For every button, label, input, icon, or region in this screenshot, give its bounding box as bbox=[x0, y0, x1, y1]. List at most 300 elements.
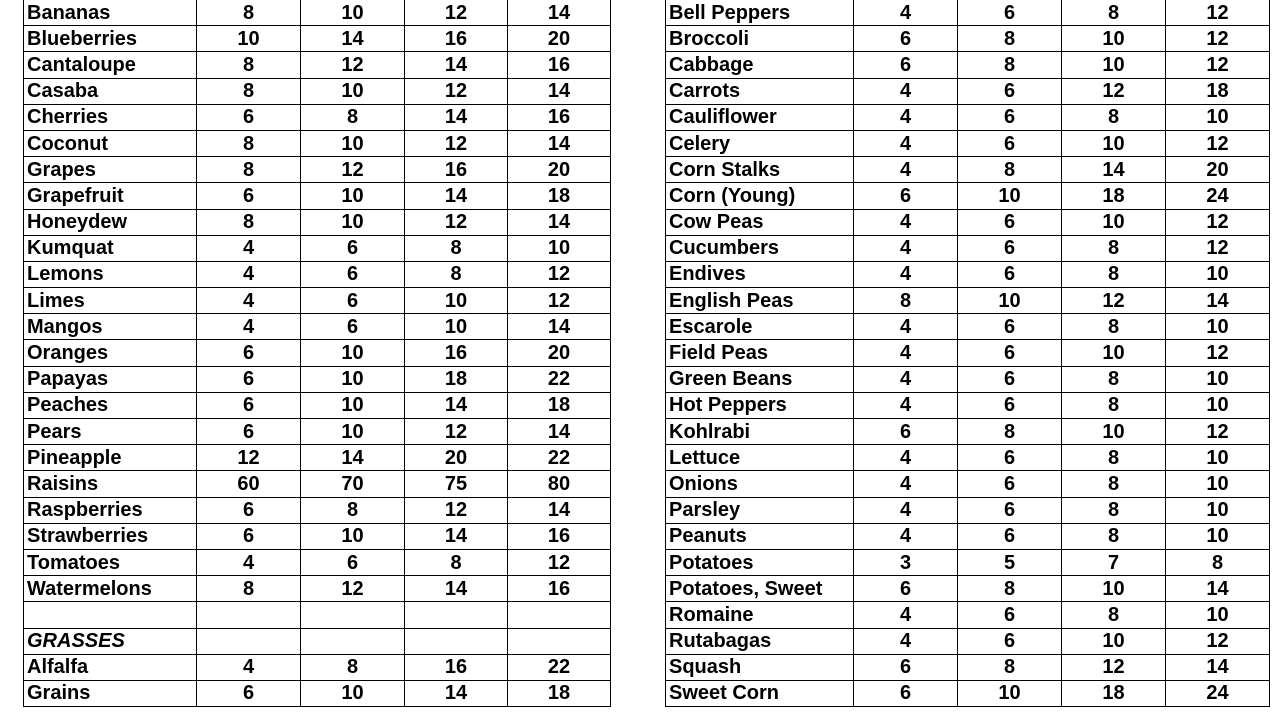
item-name-cell: Cherries bbox=[24, 104, 197, 130]
value-cell: 8 bbox=[1062, 602, 1166, 628]
value-cell: 20 bbox=[1166, 157, 1270, 183]
value-cell: 20 bbox=[508, 157, 611, 183]
value-cell: 12 bbox=[1166, 26, 1270, 52]
value-cell: 10 bbox=[301, 523, 405, 549]
table-row bbox=[666, 680, 1270, 706]
item-name-cell: Blueberries bbox=[24, 26, 197, 52]
value-cell: 6 bbox=[958, 104, 1062, 130]
value-cell: 8 bbox=[301, 497, 405, 523]
value-cell: 6 bbox=[197, 680, 301, 706]
value-cell: 18 bbox=[508, 183, 611, 209]
value-cell: 6 bbox=[854, 52, 958, 78]
value-cell: 8 bbox=[1062, 445, 1166, 471]
item-name-cell: Rutabagas bbox=[666, 628, 854, 654]
value-cell: 4 bbox=[197, 261, 301, 287]
value-cell: 6 bbox=[301, 235, 405, 261]
value-cell: 4 bbox=[197, 549, 301, 575]
table-row bbox=[24, 419, 611, 445]
value-cell: 6 bbox=[301, 549, 405, 575]
value-cell bbox=[197, 602, 301, 628]
value-cell: 6 bbox=[958, 340, 1062, 366]
value-cell: 6 bbox=[197, 340, 301, 366]
value-cell: 10 bbox=[508, 235, 611, 261]
value-cell: 8 bbox=[301, 654, 405, 680]
item-name-cell: Cabbage bbox=[666, 52, 854, 78]
value-cell: 12 bbox=[197, 445, 301, 471]
value-cell: 10 bbox=[405, 314, 508, 340]
value-cell: 6 bbox=[854, 26, 958, 52]
table-row bbox=[24, 366, 611, 392]
value-cell: 10 bbox=[1166, 314, 1270, 340]
table-row bbox=[666, 445, 1270, 471]
value-cell: 8 bbox=[405, 549, 508, 575]
value-cell: 6 bbox=[854, 654, 958, 680]
table-row bbox=[24, 183, 611, 209]
value-cell: 10 bbox=[1062, 340, 1166, 366]
value-cell: 10 bbox=[1166, 602, 1270, 628]
table-row bbox=[24, 0, 611, 26]
value-cell: 16 bbox=[508, 523, 611, 549]
table-row bbox=[666, 366, 1270, 392]
value-cell: 6 bbox=[958, 392, 1062, 418]
value-cell: 14 bbox=[405, 523, 508, 549]
value-cell: 7 bbox=[1062, 549, 1166, 575]
value-cell: 5 bbox=[958, 549, 1062, 575]
value-cell: 16 bbox=[508, 104, 611, 130]
value-cell: 18 bbox=[1062, 183, 1166, 209]
item-name-cell: Lettuce bbox=[666, 445, 854, 471]
value-cell: 6 bbox=[301, 261, 405, 287]
table-row bbox=[666, 130, 1270, 156]
item-name-cell: Celery bbox=[666, 130, 854, 156]
value-cell: 12 bbox=[508, 549, 611, 575]
table-row bbox=[666, 654, 1270, 680]
value-cell: 16 bbox=[405, 26, 508, 52]
value-cell: 4 bbox=[854, 471, 958, 497]
value-cell: 12 bbox=[405, 0, 508, 26]
value-cell: 12 bbox=[1166, 52, 1270, 78]
value-cell: 80 bbox=[508, 471, 611, 497]
value-cell: 12 bbox=[508, 261, 611, 287]
value-cell: 12 bbox=[301, 52, 405, 78]
table-row bbox=[666, 497, 1270, 523]
item-name-cell: Cucumbers bbox=[666, 235, 854, 261]
value-cell: 6 bbox=[958, 602, 1062, 628]
value-cell: 8 bbox=[854, 288, 958, 314]
value-cell: 8 bbox=[958, 157, 1062, 183]
item-name-cell: Cauliflower bbox=[666, 104, 854, 130]
item-name-cell: Escarole bbox=[666, 314, 854, 340]
value-cell: 8 bbox=[301, 104, 405, 130]
item-name-cell: Alfalfa bbox=[24, 654, 197, 680]
value-cell: 22 bbox=[508, 445, 611, 471]
value-cell: 10 bbox=[301, 419, 405, 445]
value-cell: 6 bbox=[958, 366, 1062, 392]
value-cell: 10 bbox=[1062, 52, 1166, 78]
value-cell: 6 bbox=[958, 314, 1062, 340]
item-name-cell: Squash bbox=[666, 654, 854, 680]
value-cell: 14 bbox=[405, 183, 508, 209]
value-cell: 4 bbox=[854, 78, 958, 104]
value-cell: 4 bbox=[854, 0, 958, 26]
value-cell: 8 bbox=[1062, 471, 1166, 497]
table-row bbox=[666, 576, 1270, 602]
table-row bbox=[666, 0, 1270, 26]
value-cell: 12 bbox=[405, 419, 508, 445]
value-cell: 75 bbox=[405, 471, 508, 497]
value-cell: 6 bbox=[854, 183, 958, 209]
value-cell: 4 bbox=[854, 209, 958, 235]
value-cell: 8 bbox=[1062, 104, 1166, 130]
item-name-cell: Raspberries bbox=[24, 497, 197, 523]
value-cell: 8 bbox=[1062, 523, 1166, 549]
item-name-cell: Field Peas bbox=[666, 340, 854, 366]
value-cell: 6 bbox=[958, 78, 1062, 104]
item-name-cell: Strawberries bbox=[24, 523, 197, 549]
value-cell: 10 bbox=[301, 340, 405, 366]
value-cell: 6 bbox=[197, 104, 301, 130]
value-cell: 10 bbox=[958, 288, 1062, 314]
value-cell: 6 bbox=[854, 419, 958, 445]
value-cell: 22 bbox=[508, 366, 611, 392]
value-cell: 6 bbox=[301, 314, 405, 340]
value-cell: 8 bbox=[958, 576, 1062, 602]
item-name-cell: Grains bbox=[24, 680, 197, 706]
value-cell: 8 bbox=[958, 419, 1062, 445]
value-cell: 14 bbox=[1166, 576, 1270, 602]
table-row bbox=[666, 523, 1270, 549]
value-cell: 10 bbox=[197, 26, 301, 52]
vegetables-table-body bbox=[666, 0, 1270, 707]
value-cell: 10 bbox=[301, 0, 405, 26]
table-row bbox=[666, 157, 1270, 183]
value-cell: 4 bbox=[854, 628, 958, 654]
value-cell bbox=[197, 628, 301, 654]
table-row bbox=[666, 419, 1270, 445]
table-row bbox=[24, 235, 611, 261]
value-cell: 18 bbox=[405, 366, 508, 392]
value-cell: 6 bbox=[958, 235, 1062, 261]
table-row bbox=[24, 628, 611, 654]
table-row bbox=[666, 261, 1270, 287]
value-cell: 10 bbox=[301, 78, 405, 104]
item-name-cell: Peanuts bbox=[666, 523, 854, 549]
table-row bbox=[24, 523, 611, 549]
value-cell: 6 bbox=[958, 445, 1062, 471]
value-cell: 6 bbox=[197, 523, 301, 549]
value-cell: 12 bbox=[1166, 340, 1270, 366]
item-name-cell: Potatoes bbox=[666, 549, 854, 575]
value-cell: 12 bbox=[1062, 288, 1166, 314]
value-cell bbox=[405, 628, 508, 654]
value-cell: 8 bbox=[197, 209, 301, 235]
table-row bbox=[666, 52, 1270, 78]
item-name-cell: Papayas bbox=[24, 366, 197, 392]
table-row bbox=[24, 52, 611, 78]
section-heading: GRASSES bbox=[24, 628, 197, 654]
value-cell: 12 bbox=[1166, 235, 1270, 261]
value-cell: 14 bbox=[508, 497, 611, 523]
value-cell: 14 bbox=[508, 130, 611, 156]
item-name-cell: Grapes bbox=[24, 157, 197, 183]
value-cell: 6 bbox=[958, 130, 1062, 156]
table-row bbox=[24, 78, 611, 104]
value-cell: 12 bbox=[405, 78, 508, 104]
value-cell: 12 bbox=[1166, 419, 1270, 445]
table-row bbox=[24, 471, 611, 497]
item-name-cell: Endives bbox=[666, 261, 854, 287]
value-cell: 6 bbox=[958, 471, 1062, 497]
item-name-cell: Broccoli bbox=[666, 26, 854, 52]
value-cell: 10 bbox=[1062, 130, 1166, 156]
item-name-cell: Lemons bbox=[24, 261, 197, 287]
table-row bbox=[24, 680, 611, 706]
value-cell: 12 bbox=[1062, 78, 1166, 104]
table-row bbox=[24, 157, 611, 183]
value-cell: 4 bbox=[854, 523, 958, 549]
value-cell: 4 bbox=[854, 261, 958, 287]
value-cell: 10 bbox=[1166, 104, 1270, 130]
value-cell: 8 bbox=[1062, 235, 1166, 261]
value-cell: 4 bbox=[854, 130, 958, 156]
value-cell: 12 bbox=[301, 157, 405, 183]
item-name-cell: Tomatoes bbox=[24, 549, 197, 575]
value-cell: 8 bbox=[405, 261, 508, 287]
value-cell: 70 bbox=[301, 471, 405, 497]
table-row bbox=[24, 340, 611, 366]
value-cell: 6 bbox=[958, 523, 1062, 549]
value-cell: 14 bbox=[508, 0, 611, 26]
item-name-cell: Raisins bbox=[24, 471, 197, 497]
value-cell: 20 bbox=[508, 340, 611, 366]
value-cell: 6 bbox=[854, 576, 958, 602]
item-name-cell: Bananas bbox=[24, 0, 197, 26]
value-cell: 6 bbox=[197, 419, 301, 445]
value-cell: 4 bbox=[854, 340, 958, 366]
table-row bbox=[666, 392, 1270, 418]
value-cell: 8 bbox=[958, 52, 1062, 78]
value-cell: 6 bbox=[958, 0, 1062, 26]
item-name-cell: Corn (Young) bbox=[666, 183, 854, 209]
value-cell: 24 bbox=[1166, 183, 1270, 209]
value-cell: 14 bbox=[405, 680, 508, 706]
value-cell: 18 bbox=[508, 680, 611, 706]
value-cell: 14 bbox=[508, 419, 611, 445]
value-cell: 8 bbox=[197, 0, 301, 26]
value-cell: 12 bbox=[1166, 209, 1270, 235]
table-row bbox=[666, 78, 1270, 104]
table-row bbox=[666, 314, 1270, 340]
value-cell: 10 bbox=[1166, 392, 1270, 418]
item-name-cell: Pears bbox=[24, 419, 197, 445]
value-cell: 8 bbox=[1062, 497, 1166, 523]
value-cell: 60 bbox=[197, 471, 301, 497]
item-name-cell: Mangos bbox=[24, 314, 197, 340]
value-cell: 6 bbox=[958, 209, 1062, 235]
item-name-cell: Pineapple bbox=[24, 445, 197, 471]
value-cell: 12 bbox=[1166, 628, 1270, 654]
value-cell: 14 bbox=[301, 445, 405, 471]
value-cell: 8 bbox=[1062, 261, 1166, 287]
value-cell: 16 bbox=[508, 576, 611, 602]
value-cell: 4 bbox=[854, 104, 958, 130]
table-row bbox=[666, 104, 1270, 130]
value-cell: 8 bbox=[197, 52, 301, 78]
value-cell bbox=[508, 628, 611, 654]
table-row bbox=[666, 602, 1270, 628]
table-row bbox=[24, 392, 611, 418]
value-cell: 20 bbox=[405, 445, 508, 471]
value-cell: 10 bbox=[1166, 471, 1270, 497]
value-cell bbox=[508, 602, 611, 628]
item-name-cell: Corn Stalks bbox=[666, 157, 854, 183]
value-cell: 4 bbox=[854, 235, 958, 261]
item-name-cell: Romaine bbox=[666, 602, 854, 628]
table-row bbox=[24, 261, 611, 287]
value-cell: 4 bbox=[854, 157, 958, 183]
value-cell: 14 bbox=[405, 392, 508, 418]
item-name-cell: Peaches bbox=[24, 392, 197, 418]
value-cell: 4 bbox=[854, 445, 958, 471]
value-cell: 10 bbox=[1166, 523, 1270, 549]
table-row bbox=[24, 314, 611, 340]
value-cell: 8 bbox=[1062, 314, 1166, 340]
table-row bbox=[666, 340, 1270, 366]
value-cell: 6 bbox=[197, 392, 301, 418]
table-row bbox=[666, 288, 1270, 314]
value-cell: 6 bbox=[301, 288, 405, 314]
value-cell: 18 bbox=[508, 392, 611, 418]
value-cell: 8 bbox=[197, 576, 301, 602]
vegetables-table bbox=[665, 0, 1270, 707]
value-cell: 14 bbox=[508, 314, 611, 340]
value-cell: 16 bbox=[405, 340, 508, 366]
item-name-cell: Green Beans bbox=[666, 366, 854, 392]
value-cell: 14 bbox=[405, 52, 508, 78]
value-cell: 12 bbox=[508, 288, 611, 314]
item-name-cell: Bell Peppers bbox=[666, 0, 854, 26]
value-cell: 8 bbox=[197, 78, 301, 104]
fruits-table-body bbox=[24, 0, 611, 707]
value-cell: 10 bbox=[301, 130, 405, 156]
value-cell bbox=[301, 602, 405, 628]
item-name-cell: Onions bbox=[666, 471, 854, 497]
value-cell: 10 bbox=[1166, 445, 1270, 471]
table-row bbox=[24, 209, 611, 235]
table-row bbox=[666, 26, 1270, 52]
value-cell: 4 bbox=[197, 314, 301, 340]
value-cell: 10 bbox=[1062, 26, 1166, 52]
value-cell: 6 bbox=[958, 628, 1062, 654]
value-cell: 10 bbox=[301, 183, 405, 209]
table-row bbox=[666, 471, 1270, 497]
value-cell: 16 bbox=[508, 52, 611, 78]
value-cell: 8 bbox=[197, 130, 301, 156]
value-cell: 14 bbox=[508, 78, 611, 104]
table-row bbox=[24, 602, 611, 628]
value-cell: 6 bbox=[958, 497, 1062, 523]
fruits-grasses-table bbox=[23, 0, 611, 707]
table-row bbox=[666, 183, 1270, 209]
item-name-cell: Casaba bbox=[24, 78, 197, 104]
value-cell: 24 bbox=[1166, 680, 1270, 706]
value-cell: 10 bbox=[1062, 419, 1166, 445]
item-name-cell: Kohlrabi bbox=[666, 419, 854, 445]
value-cell: 14 bbox=[301, 26, 405, 52]
value-cell: 6 bbox=[958, 261, 1062, 287]
value-cell: 12 bbox=[405, 130, 508, 156]
value-cell: 4 bbox=[854, 392, 958, 418]
value-cell: 8 bbox=[1166, 549, 1270, 575]
item-name-cell: Sweet Corn bbox=[666, 680, 854, 706]
value-cell: 4 bbox=[854, 497, 958, 523]
value-cell: 10 bbox=[1166, 497, 1270, 523]
value-cell: 12 bbox=[1062, 654, 1166, 680]
value-cell: 14 bbox=[405, 576, 508, 602]
item-name-cell: Potatoes, Sweet bbox=[666, 576, 854, 602]
value-cell: 8 bbox=[1062, 392, 1166, 418]
value-cell: 8 bbox=[1062, 0, 1166, 26]
item-name-cell: Hot Peppers bbox=[666, 392, 854, 418]
value-cell: 4 bbox=[854, 314, 958, 340]
value-cell: 18 bbox=[1166, 78, 1270, 104]
table-row bbox=[24, 654, 611, 680]
table-row bbox=[24, 497, 611, 523]
value-cell: 6 bbox=[197, 183, 301, 209]
item-name-cell: Oranges bbox=[24, 340, 197, 366]
value-cell: 10 bbox=[301, 209, 405, 235]
item-name-cell: Carrots bbox=[666, 78, 854, 104]
value-cell: 18 bbox=[1062, 680, 1166, 706]
table-row bbox=[666, 235, 1270, 261]
value-cell: 10 bbox=[1062, 209, 1166, 235]
value-cell: 4 bbox=[854, 366, 958, 392]
value-cell: 12 bbox=[405, 209, 508, 235]
item-name-cell: Coconut bbox=[24, 130, 197, 156]
value-cell: 4 bbox=[854, 602, 958, 628]
value-cell: 10 bbox=[301, 366, 405, 392]
value-cell: 3 bbox=[854, 549, 958, 575]
table-row bbox=[24, 130, 611, 156]
value-cell: 10 bbox=[1062, 628, 1166, 654]
item-name-cell: Kumquat bbox=[24, 235, 197, 261]
value-cell: 10 bbox=[301, 680, 405, 706]
item-name-cell: Honeydew bbox=[24, 209, 197, 235]
table-row bbox=[666, 209, 1270, 235]
value-cell: 10 bbox=[301, 392, 405, 418]
value-cell: 6 bbox=[197, 497, 301, 523]
value-cell: 16 bbox=[405, 654, 508, 680]
value-cell: 22 bbox=[508, 654, 611, 680]
value-cell: 6 bbox=[854, 680, 958, 706]
value-cell: 8 bbox=[405, 235, 508, 261]
table-row bbox=[24, 576, 611, 602]
value-cell: 10 bbox=[958, 680, 1062, 706]
table-row bbox=[24, 549, 611, 575]
value-cell: 4 bbox=[197, 654, 301, 680]
value-cell: 10 bbox=[1062, 576, 1166, 602]
item-name-cell: Grapefruit bbox=[24, 183, 197, 209]
value-cell: 14 bbox=[1166, 288, 1270, 314]
item-name-cell: Cow Peas bbox=[666, 209, 854, 235]
value-cell: 20 bbox=[508, 26, 611, 52]
table-row bbox=[24, 26, 611, 52]
value-cell: 12 bbox=[405, 497, 508, 523]
item-name-cell: English Peas bbox=[666, 288, 854, 314]
value-cell: 14 bbox=[1166, 654, 1270, 680]
value-cell: 8 bbox=[958, 654, 1062, 680]
value-cell: 12 bbox=[1166, 130, 1270, 156]
